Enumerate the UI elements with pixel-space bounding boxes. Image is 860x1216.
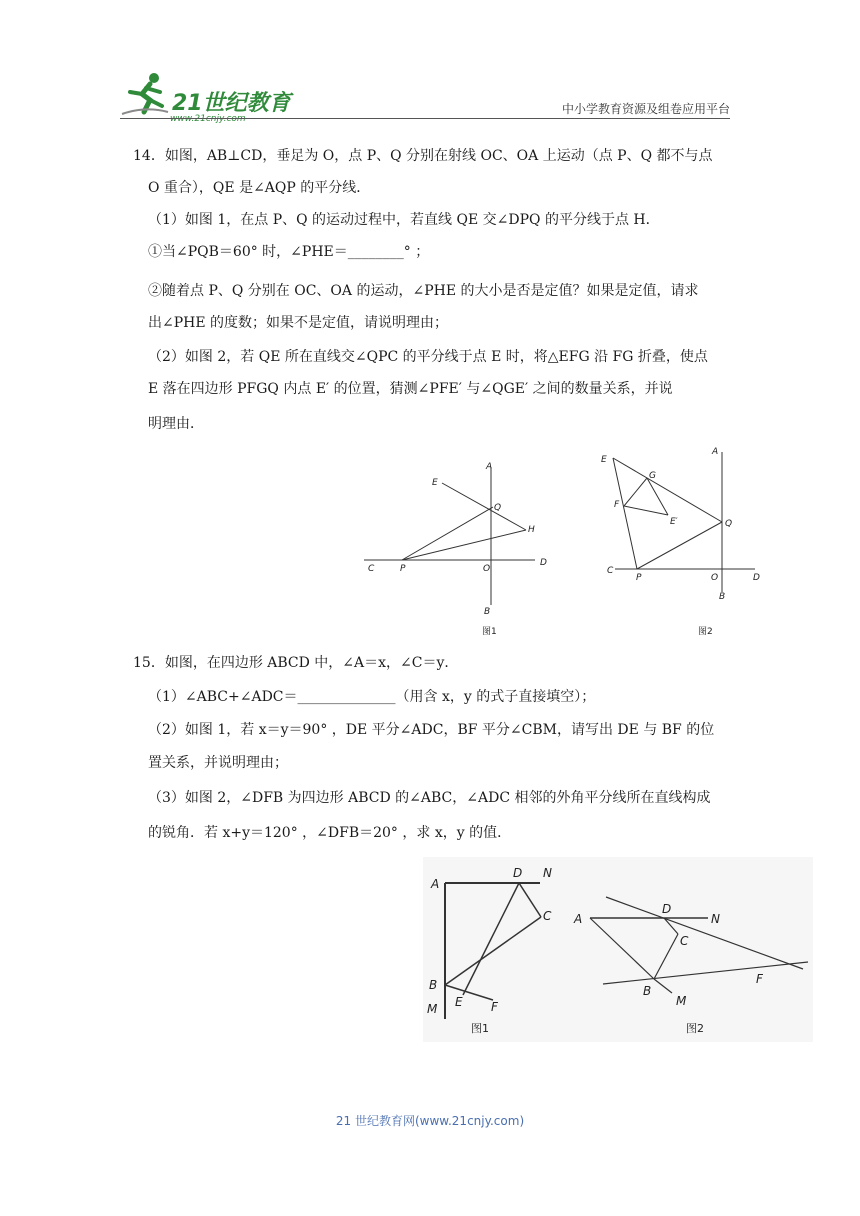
label-P: P (636, 573, 642, 583)
label-P: P (400, 564, 406, 574)
label-Q: Q (725, 519, 733, 529)
label-A: A (712, 447, 719, 457)
q14-figure-2 (595, 440, 770, 640)
label-A: A (574, 912, 583, 926)
q14-line-2: O 重合），QE 是∠AQP 的平分线． (148, 180, 371, 196)
figure-caption: 图1 (471, 1022, 489, 1035)
label-M: M (676, 994, 687, 1008)
label-Q: Q (494, 503, 502, 513)
q14-line-8: E 落在四边形 PFGQ 内点 E′ 的位置，猜测∠PFE′ 与∠QGE′ 之间的数量关系，并说 (148, 381, 673, 397)
header-divider (120, 118, 730, 119)
label-N: N (711, 912, 720, 926)
figure-caption: 图1 (482, 627, 497, 637)
label-D: D (753, 573, 760, 583)
label-F: F (614, 500, 620, 510)
q15-figure-2 (568, 857, 813, 1042)
label-N: N (543, 866, 552, 880)
label-B: B (643, 984, 652, 998)
q14-line-7: （2）如图 2，若 QE 所在直线交∠QPC 的平分线于点 E 时，将△EFG 沿 FG 折叠，使点 (148, 349, 708, 365)
label-C: C (543, 909, 552, 923)
label-M: M (427, 1002, 438, 1016)
label-O: O (483, 564, 491, 574)
site-logo (120, 72, 300, 124)
label-O: O (711, 573, 719, 583)
label-A: A (486, 462, 493, 472)
runner-logo-icon (120, 72, 170, 116)
q15-figure-1 (423, 857, 573, 1042)
label-F: F (491, 1000, 498, 1014)
q15-line-4: 置关系，并说明理由； (148, 755, 288, 771)
label-B: B (484, 607, 491, 617)
label-E-prime: E′ (670, 517, 678, 527)
logo-url: www.21cnjy.com (170, 114, 246, 124)
q14-line-6: 出∠PHE 的度数；如果不是定值，请说明理由； (148, 315, 449, 331)
label-C: C (607, 566, 614, 576)
label-E: E (432, 478, 438, 488)
label-G: G (649, 471, 656, 481)
q15-line-3: （2）如图 1，若 x＝y＝90° ，DE 平分∠ADC，BF 平分∠CBM，请写出 DE 与 BF 的位 (148, 722, 715, 738)
q14-figure-1 (360, 455, 560, 640)
q14-line-9: 明理由． (148, 416, 204, 432)
page-header (120, 62, 730, 122)
label-B: B (719, 592, 726, 602)
logo-text: 21世纪教育 (172, 91, 291, 116)
q14-line-5: ②随着点 P、Q 分别在 OC、OA 的运动，∠PHE 的大小是否是定值？如果是定值，请求 (148, 283, 699, 299)
label-E: E (455, 995, 463, 1009)
figure-caption: 图2 (686, 1022, 704, 1035)
q15-line-6: 的锐角．若 x+y＝120° ，∠DFB＝20° ，求 x，y 的值． (148, 825, 512, 841)
q14-line-3: （1）如图 1，在点 P、Q 的运动过程中，若直线 QE 交∠DPQ 的平分线于点 H． (148, 212, 660, 228)
q14-line-4: ①当∠PQB＝60° 时，∠PHE＝________° ； (148, 244, 430, 260)
q15-line-2: （1）∠ABC+∠ADC＝______________（用含 x，y 的式子直接填空）； (148, 689, 596, 705)
label-D: D (513, 866, 523, 880)
q15-line-1: 15．如图，在四边形 ABCD 中，∠A＝x，∠C＝y． (133, 655, 459, 671)
label-B: B (429, 978, 438, 992)
label-C: C (368, 564, 375, 574)
q14-line-1: 14．如图，AB⊥CD，垂足为 O，点 P、Q 分别在射线 OC、OA 上运动（点 P、Q 都不与点 (133, 148, 713, 164)
label-H: H (528, 525, 535, 535)
q15-line-5: （3）如图 2，∠DFB 为四边形 ABCD 的∠ABC，∠ADC 相邻的外角平分线所在直线构成 (148, 790, 711, 806)
label-A: A (431, 877, 440, 891)
platform-name: 中小学教育资源及组卷应用平台 (561, 102, 730, 116)
label-D: D (540, 558, 547, 568)
label-E: E (601, 455, 607, 465)
figure-caption: 图2 (698, 627, 713, 637)
page-footer: 21 世纪教育网(www.21cnjy.com) (335, 1114, 525, 1128)
label-C: C (680, 934, 689, 948)
label-D: D (662, 902, 672, 916)
label-F: F (756, 972, 763, 986)
